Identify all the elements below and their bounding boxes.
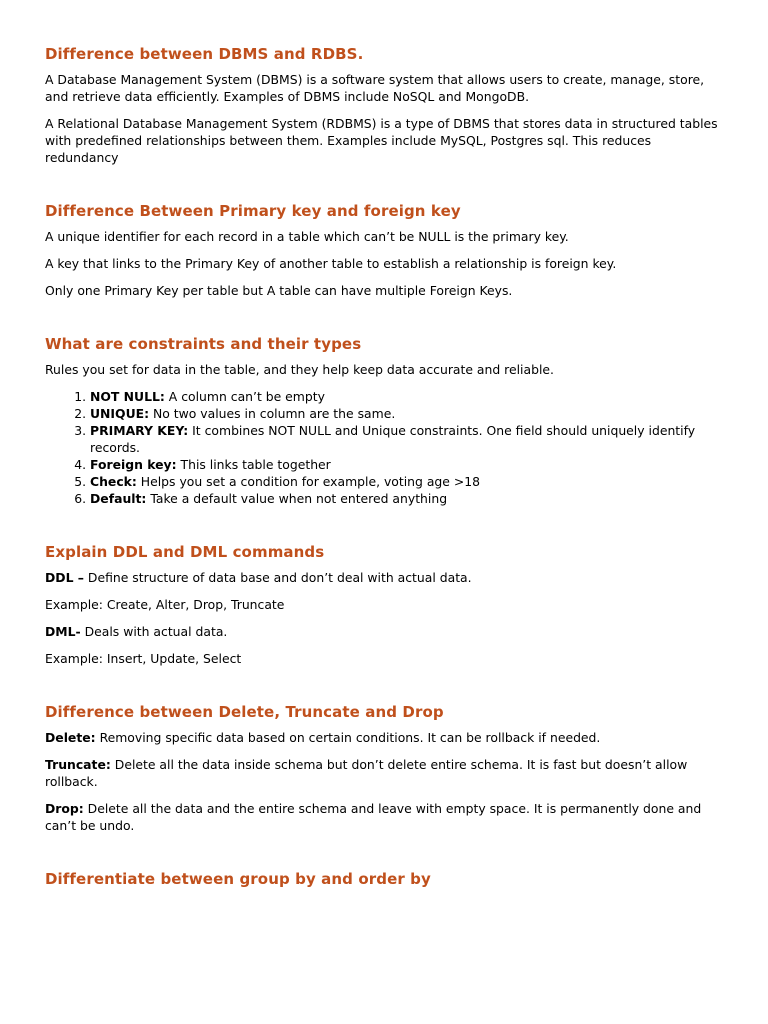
list-item-term: NOT NULL:	[90, 389, 165, 404]
list-item-text: This links table together	[176, 457, 331, 472]
dml-example: Example: Insert, Update, Select	[45, 651, 242, 666]
ddl-paragraph	[45, 569, 723, 586]
list-item-term: UNIQUE:	[90, 406, 150, 421]
list-item-term: Check:	[90, 474, 137, 489]
ddl-text: Define structure of data base and don’t deal with actual data.	[83, 570, 472, 585]
paragraph: Rules you set for data in the table, and they help keep data accurate and reliable.	[45, 362, 554, 377]
list-item	[90, 490, 723, 507]
list-item-term: Foreign key:	[90, 457, 177, 472]
list-item-text: Helps you set a condition for example, voting age >18	[136, 474, 481, 489]
section-title: Differentiate between group by and order by	[45, 870, 431, 888]
list-item-term: PRIMARY KEY:	[90, 423, 189, 438]
paragraph: A Database Management System (DBMS) is a software system that allows users to create, manage, store, and retrieve data efficiently. Examples of DBMS include NoSQL and MongoDB.	[45, 72, 705, 104]
entry-term: Truncate:	[45, 757, 111, 772]
section-title: Difference Between Primary key and foreign key	[45, 202, 461, 220]
ddl-term: DDL –	[45, 570, 84, 585]
list-item-text: It combines NOT NULL and Unique constraints. One field should uniquely identify records.	[90, 423, 696, 455]
list-item-text: No two values in column are the same.	[149, 406, 396, 421]
entry-text: Removing specific data based on certain conditions. It can be rollback if needed.	[95, 730, 601, 745]
list-item-term: Default:	[90, 491, 147, 506]
list-item	[90, 405, 723, 422]
ddl-example: Example: Create, Alter, Drop, Truncate	[45, 597, 285, 612]
dml-term: DML-	[45, 624, 81, 639]
constraint-list	[45, 388, 723, 507]
delete-paragraph	[45, 729, 723, 746]
paragraph: A unique identifier for each record in a table which can’t be NULL is the primary key.	[45, 229, 569, 244]
truncate-paragraph	[45, 756, 723, 790]
section-delete-truncate-drop	[45, 701, 723, 834]
section-group-by-order-by	[45, 868, 723, 890]
list-item	[90, 388, 723, 405]
section-title: Difference between Delete, Truncate and Drop	[45, 703, 444, 721]
section-title: Difference between DBMS and RDBS.	[45, 45, 364, 63]
dml-paragraph	[45, 623, 723, 640]
entry-text: Delete all the data and the entire schema and leave with empty space. It is permanently done and can’t be undo.	[45, 801, 702, 833]
section-dbms-rdbms	[45, 43, 723, 166]
section-constraints	[45, 333, 723, 507]
list-item	[90, 422, 723, 456]
list-item-text: A column can’t be empty	[164, 389, 325, 404]
list-item	[90, 456, 723, 473]
list-item	[90, 473, 723, 490]
section-title: Explain DDL and DML commands	[45, 543, 325, 561]
section-ddl-dml	[45, 541, 723, 667]
paragraph: A key that links to the Primary Key of another table to establish a relationship is foreign key.	[45, 256, 617, 271]
dml-text: Deals with actual data.	[80, 624, 228, 639]
paragraph: A Relational Database Management System (RDBMS) is a type of DBMS that stores data in structured tables with predefined relationships between them. Examples include MySQL, Postgres sql. This reduces redundancy	[45, 116, 718, 165]
paragraph: Only one Primary Key per table but A table can have multiple Foreign Keys.	[45, 283, 513, 298]
drop-paragraph	[45, 800, 723, 834]
entry-term: Delete:	[45, 730, 96, 745]
section-title: What are constraints and their types	[45, 335, 362, 353]
section-primary-foreign-key	[45, 200, 723, 299]
entry-term: Drop:	[45, 801, 84, 816]
entry-text: Delete all the data inside schema but don’t delete entire schema. It is fast but doesn’t allow rollback.	[45, 757, 688, 789]
list-item-text: Take a default value when not entered anything	[146, 491, 448, 506]
